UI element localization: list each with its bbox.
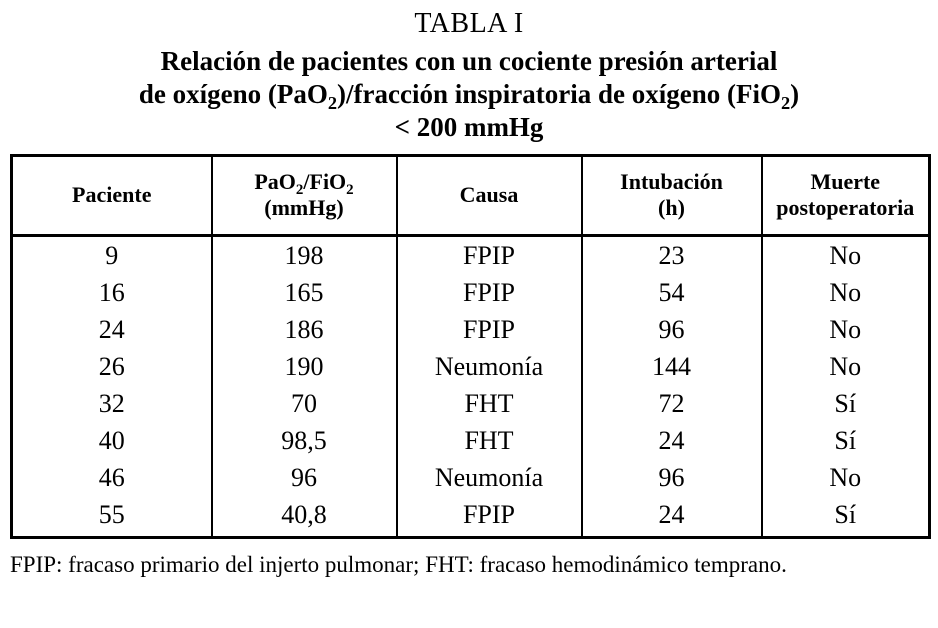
table-footnote: FPIP: fracaso primario del injerto pulmonar; FHT: fracaso hemodinámico temprano.: [10, 552, 787, 578]
cell-causa: FPIP: [397, 496, 582, 538]
cell-causa: Neumonía: [397, 348, 582, 385]
table-row: [12, 496, 930, 538]
cell-paciente: 46: [12, 459, 212, 496]
cell-causa: FHT: [397, 385, 582, 422]
column-header-muerte-sublabel: postoperatoria: [776, 194, 915, 220]
column-header-intubacion-unit: (h): [658, 194, 685, 220]
cell-paciente: 16: [12, 274, 212, 311]
cell-paciente: 40: [12, 422, 212, 459]
data-table: [10, 154, 931, 539]
table-row: [12, 459, 930, 496]
cell-intubacion: 23: [582, 236, 762, 275]
column-header-ratio-label: PaO$_2$/FiO$_2$: [254, 169, 354, 198]
column-header-paciente: [12, 156, 212, 236]
cell-intubacion: 24: [582, 422, 762, 459]
cell-ratio: 70: [212, 385, 397, 422]
cell-muerte: No: [762, 348, 930, 385]
table-row: [12, 236, 930, 275]
cell-ratio: 96: [212, 459, 397, 496]
table-row: [12, 422, 930, 459]
cell-causa: FPIP: [397, 274, 582, 311]
cell-intubacion: 96: [582, 311, 762, 348]
column-header-paciente-label: Paciente: [72, 181, 152, 207]
title-line-1: Relación de pacientes con un cociente presión arterial: [160, 46, 778, 77]
column-header-causa: [397, 156, 582, 236]
cell-intubacion: 54: [582, 274, 762, 311]
title-line-2: de oxígeno (PaO$_2$)/fracción inspiratoria de oxígeno (FiO$_2$): [138, 79, 800, 114]
cell-ratio: 186: [212, 311, 397, 348]
cell-muerte: No: [762, 274, 930, 311]
table-row: [12, 274, 930, 311]
cell-muerte: Sí: [762, 496, 930, 538]
table-row: [12, 385, 930, 422]
cell-causa: FPIP: [397, 236, 582, 275]
cell-ratio: 98,5: [212, 422, 397, 459]
cell-ratio: 165: [212, 274, 397, 311]
cell-paciente: 55: [12, 496, 212, 538]
column-header-ratio: [212, 156, 397, 236]
cell-intubacion: 72: [582, 385, 762, 422]
table-row: [12, 348, 930, 385]
column-header-ratio-unit: (mmHg): [264, 194, 344, 220]
cell-muerte: Sí: [762, 385, 930, 422]
table-label: TABLA I: [414, 8, 524, 39]
cell-muerte: No: [762, 236, 930, 275]
table-row: [12, 311, 930, 348]
cell-ratio: 40,8: [212, 496, 397, 538]
cell-paciente: 32: [12, 385, 212, 422]
cell-intubacion: 144: [582, 348, 762, 385]
cell-muerte: Sí: [762, 422, 930, 459]
table-body: [12, 236, 930, 538]
column-header-intubacion-label: Intubación: [620, 169, 723, 195]
column-header-intubacion: [582, 156, 762, 236]
cell-paciente: 24: [12, 311, 212, 348]
table-header-row: [12, 156, 930, 236]
column-header-muerte: [762, 156, 930, 236]
cell-muerte: No: [762, 459, 930, 496]
cell-ratio: 198: [212, 236, 397, 275]
cell-paciente: 26: [12, 348, 212, 385]
column-header-muerte-label: Muerte: [810, 169, 881, 195]
cell-muerte: No: [762, 311, 930, 348]
cell-causa: FPIP: [397, 311, 582, 348]
cell-intubacion: 24: [582, 496, 762, 538]
title-line-3: < 200 mmHg: [394, 112, 544, 143]
cell-causa: Neumonía: [397, 459, 582, 496]
cell-paciente: 9: [12, 236, 212, 275]
column-header-causa-label: Causa: [459, 181, 519, 207]
cell-ratio: 190: [212, 348, 397, 385]
cell-intubacion: 96: [582, 459, 762, 496]
cell-causa: FHT: [397, 422, 582, 459]
table-header: [12, 156, 930, 236]
table-title: [10, 45, 928, 144]
